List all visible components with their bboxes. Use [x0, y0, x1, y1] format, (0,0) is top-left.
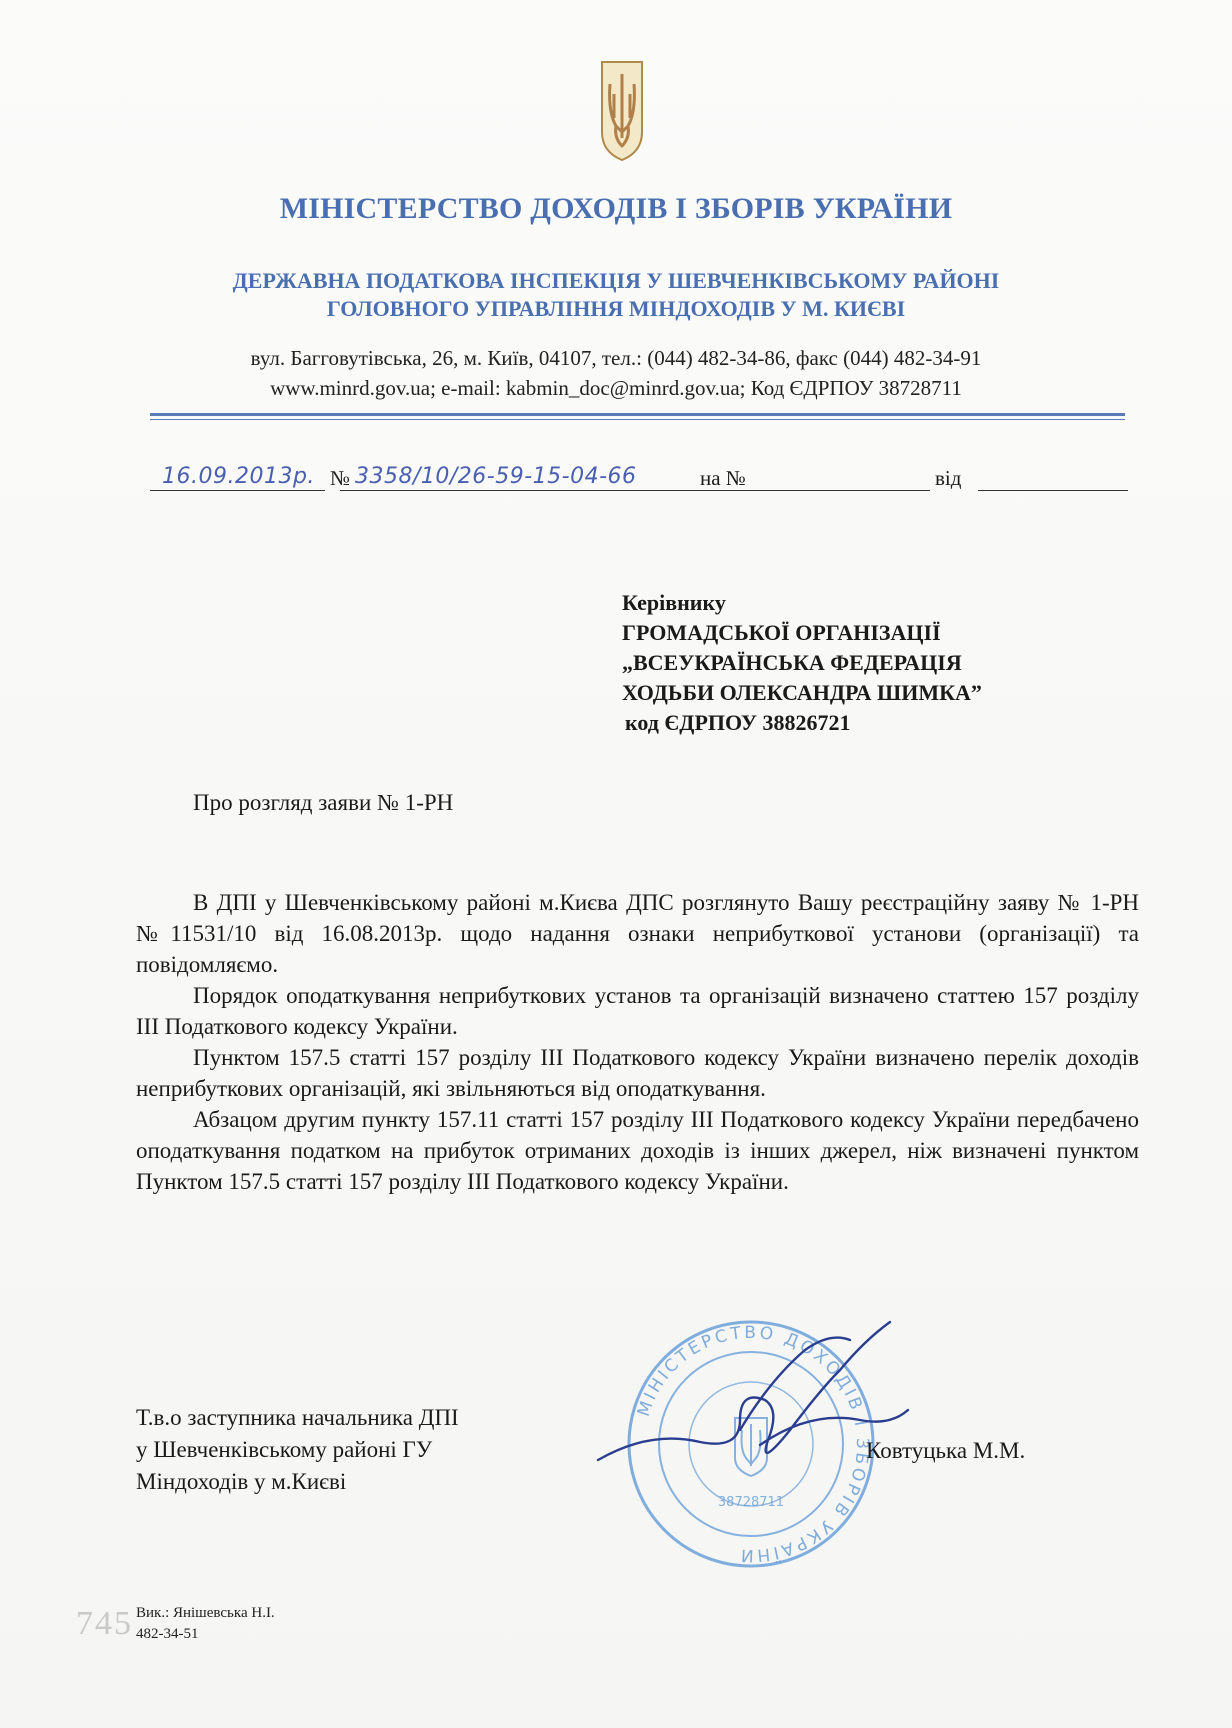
date-underline — [150, 490, 325, 491]
position-line-1: Т.в.о заступника начальника ДПІ — [136, 1405, 459, 1430]
ministry-title: МІНІСТЕРСТВО ДОХОДІВ І ЗБОРІВ УКРАЇНИ — [279, 192, 953, 225]
body-paragraph-1: В ДПІ у Шевченківському районі м.Києва ДПС розглянуто Вашу реєстраційну заяву № 1-РН №11531/10 від 16.08.2013р. щодо надання ознаки неприбуткової установи (організації) та повідомляємо. — [136, 890, 1139, 977]
handwritten-signature-icon — [590, 1310, 910, 1500]
position-line-3: Міндоходів у м.Києві — [136, 1469, 347, 1494]
address-line-2: www.minrd.gov.ua; e-mail: kabmin_doc@minrd.gov.ua; Код ЄДРПОУ 38728711 — [270, 376, 962, 400]
signatory-position — [136, 1402, 459, 1498]
body-paragraph-2: Порядок оподаткування неприбуткових установ та організацій визначено статтею 157 розділу ІІІ Податкового кодексу України. — [136, 983, 1139, 1039]
handwritten-number: 3358/10/26-59-15-04-66 — [355, 464, 637, 489]
body-paragraph-4: Абзацом другим пункту 157.11 статті 157 розділу ІІІ Податкового кодексу України передбачено оподаткування податком на прибуток отриманих доходів із інших джерел, ніж визначені пунктом Пунктом 157.5 статті 157 розділу ІІІ Податкового кодексу України. — [136, 1107, 1139, 1194]
executor-name: Вик.: Янішевська Н.І. — [136, 1605, 275, 1621]
recipient-block — [622, 588, 982, 738]
letter-subject: Про розгляд заяви № 1-РН — [193, 790, 454, 815]
registration-line — [150, 462, 1130, 498]
na-number-blank — [765, 490, 930, 491]
na-number-label: на № — [700, 466, 746, 490]
inspection-line-1: ДЕРЖАВНА ПОДАТКОВА ІНСПЕКЦІЯ У ШЕВЧЕНКІВСЬКОМУ РАЙОНІ — [232, 268, 1000, 293]
recipient-line-1: Керівнику — [622, 590, 726, 615]
inspection-title — [0, 267, 1232, 323]
stamp-outer-text: МІНІСТЕРСТВО ДОХОДІВ І ЗБОРІВ УКРАЇНИ — [633, 1322, 873, 1566]
handwritten-date: 16.09.2013р. — [162, 464, 315, 489]
recipient-line-4: ХОДЬБИ ОЛЕКСАНДРА ШИМКА” — [622, 680, 982, 705]
header-divider-thin — [150, 419, 1125, 420]
number-sign: № — [330, 466, 351, 490]
recipient-line-2: ГРОМАДСЬКОЇ ОРГАНІЗАЦІЇ — [622, 620, 941, 645]
vid-label: від — [935, 466, 962, 490]
executor-phone: 482-34-51 — [136, 1626, 199, 1642]
vid-blank — [978, 490, 1128, 491]
body-paragraph-3: Пунктом 157.5 статті 157 розділу ІІІ Податкового кодексу України визначено перелік доходів неприбуткових організацій, які звільняються від оподаткування. — [136, 1045, 1139, 1101]
address-block — [0, 343, 1232, 403]
signatory-name: Ковтуцька М.М. — [866, 1438, 1026, 1463]
recipient-code: код ЄДРПОУ 38826721 — [625, 710, 851, 735]
address-line-1: вул. Багговутівська, 26, м. Київ, 04107, тел.: (044) 482-34-86, факс (044) 482-34-91 — [250, 346, 982, 370]
stamp-code: 38728711 — [717, 1495, 785, 1510]
page-marker: 745 — [76, 1605, 133, 1642]
header-divider-thick — [150, 413, 1125, 416]
inspection-line-2: ГОЛОВНОГО УПРАВЛІННЯ МІНДОХОДІВ У М. КИЄВІ — [326, 296, 906, 321]
letter-body — [136, 887, 1139, 1197]
trident-emblem-icon — [600, 60, 644, 162]
recipient-line-3: „ВСЕУКРАЇНСЬКА ФЕДЕРАЦІЯ — [622, 650, 962, 675]
executor-block — [136, 1603, 275, 1645]
position-line-2: у Шевченківському районі ГУ — [136, 1437, 433, 1462]
